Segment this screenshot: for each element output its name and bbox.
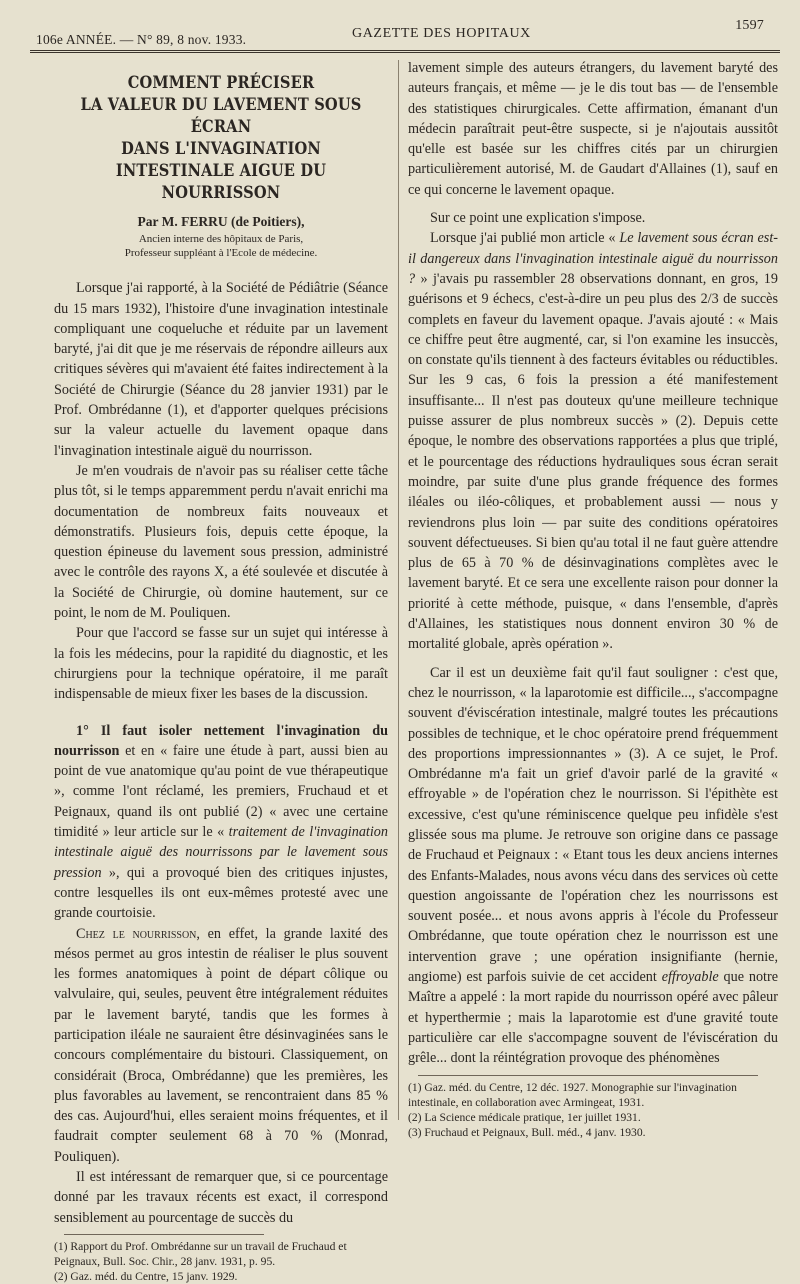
section-heading: 1° Il faut isoler nettement l'invagination du nourrisson — [54, 722, 388, 759]
footnote: (3) Fruchaud et Peignaux, Bull. méd., 4 janv. 1930. — [408, 1125, 646, 1139]
journal-title: GAZETTE DES HOPITAUX — [352, 26, 531, 41]
paragraph-text: », qui a provoqué bien des critiques injustes, contre lesquelles ils ont eux-mêmes protesté avec une grande courtoisie. — [54, 864, 388, 922]
title-line-2: LA VALEUR DU LAVEMENT SOUS ÉCRAN — [80, 95, 362, 137]
italic-title: Le lavement sous écran est-il dangereux dans l'invagination intestinale aiguë du nourrisson ? — [408, 230, 778, 287]
paragraph: Sur ce point une explication s'impose. — [430, 210, 646, 227]
title-line-4: INTESTINALE AIGUE DU NOURRISSON — [115, 161, 327, 203]
title-line-3: DANS L'INVAGINATION — [121, 139, 321, 159]
affiliation-line-1: Ancien interne des hôpitaux de Paris, — [138, 233, 304, 246]
footnotes — [408, 1080, 778, 1140]
paragraph-text: et en « faire une étude à part, aussi bien au point de vue anatomique qu'au point de vue thérapeutique », comme l'ont réclamé, les premiers, Fruchaud et et Peignaux, quand ils ont publié (2) « avec une certaine timidité » leur article sur le « — [54, 742, 388, 841]
title-line-1: COMMENT PRÉCISER — [127, 73, 315, 93]
paragraph — [408, 663, 778, 1069]
column-divider — [398, 60, 399, 1120]
italic-word: effroyable — [661, 969, 719, 986]
footnote: (1) Gaz. méd. du Centre, 12 déc. 1927. Monographie sur l'invagination intestinale, en collaboration avec Armingeat, 1931. — [408, 1080, 737, 1109]
paragraph-text: que notre Maître a appelé : la mort rapide du nourrisson opéré avec pâleur et hyperthermie ; mais la laparotomie est d'une gravité toute particulière car elle s'accompagne souvent de l'éviscération du grêle... dont la réintégration provoque des phénomènes — [408, 969, 779, 1067]
paragraph — [54, 924, 388, 1168]
issue-info: 106e ANNÉE. — N° 89, 8 nov. 1933. — [36, 32, 247, 47]
section-paragraph — [54, 721, 388, 924]
footnote: (1) Rapport du Prof. Ombrédanne sur un travail de Fruchaud et Peignaux, Bull. Soc. Chir., 28 janv. 1931, p. 95. — [54, 1239, 347, 1268]
paragraph-text: » j'avais pu rassembler 28 observations donnant, en gros, 19 guérisons et 9 échecs, c'est-à-dire un peu plus des 2/3 de succès complets en faveur du lavement opaque. J'avais ajouté : « Mais ce chiffre peut être augmenté, car, si l'on examine les insuccès, on constate qu'ils tiennent à des facteurs évitables ou réductibles. Sur les 9 cas, 6 fois la pression a été manifestement insuffisante... Il n'est pas douteux qu'une meilleure technique puisse assurer de plus nombreux succès » (2). Depuis cette époque, le nombre des observations rapportées a plus que triplé, et le pourcentage des réductions hydrauliques sous écran serait moindre, par suite d'une plus grande fréquence des formes iléales ou iléo-côliques, et probablement aussi — nous y reviendrons plus loin — par suite des conditions opératoires souvent défectueuses. Si bien qu'au total il ne faut guère attendre plus de 65 à 70 % de désinvaginations complètes avec le lavement baryté. Et ce sera une excellente raison pour donner la priorité à cette méthode, puisque, « dans l'ensemble, d'après d'Allaines, les statistiques nous donnent environ 30 % de mortalité globale, après opération ». — [408, 270, 778, 653]
footnote: (2) Gaz. méd. du Centre, 15 janv. 1929. — [54, 1269, 238, 1283]
author-line: Par M. FERRU (de Poitiers), — [137, 214, 305, 229]
affiliation-line-2: Professeur suppléant à l'Ecole de médecine. — [124, 247, 318, 260]
header-rule — [30, 50, 780, 53]
left-column — [54, 62, 388, 1284]
paragraph: Pour que l'accord se fasse sur un sujet qui intéresse à la fois les médecins, pour la rapidité du diagnostic, et les chirurgiens pour la technique opératoire, il me paraît indispensable de mieux fixer les bases de la discussion. — [54, 625, 388, 703]
footnote-rule — [418, 1075, 758, 1076]
running-head — [36, 18, 776, 47]
right-column — [408, 58, 778, 1140]
paragraph — [408, 228, 778, 654]
footnote: (2) La Science médicale pratique, 1er juillet 1931. — [408, 1110, 641, 1124]
paragraph: lavement simple des auteurs étrangers, du lavement baryté des auteurs français, et même — je le dis tout bas — de l'ensemble des statistiques chirurgicales. Cette affirmation, émanant d'un médecin paraîtrait peut-être suspecte, si je n'ajoutais aussitôt qu'elle est basée sur les chiffres cités par un chirurgien particulièrement autorisé, M. de Gaudart d'Allaines (1), sauf en ce qui concerne le lavement opaque. — [408, 60, 778, 198]
paragraph: Il est intéressant de remarquer que, si ce pourcentage donné par les travaux récents est exact, il correspond sensiblement au pourcentage de succès du — [54, 1169, 388, 1226]
small-caps-lead: Chez le nourrisson, — [76, 925, 200, 942]
footnotes — [54, 1239, 388, 1284]
paragraph-text: Car il est un deuxième fait qu'il faut souligner : c'est que, chez le nourrisson, « la laparotomie est difficile..., s'accompagne souvent d'éviscération intestinale, malgré toutes les précautions possibles de technique, et le choc opératoire prend fréquemment des proportions impressionnantes » (3). A ce sujet, le Prof. Ombrédanne m'a fait un grief d'avoir parlé de la gravité « effroyable » de l'opération chez le nourrisson. Si l'épithète est excessive, c'est qu'une réminiscence quelque peu infidèle s'est glissée sous ma plume. Je retrouve son origine dans ce passage de Fruchaud et Peignaux : « Etant tous les deux anciens internes des Enfants-Malades, nous avons vécu dans des services où cette question angoissante de l'opération chez les nourrissons est souvent posée... et nous avons appris à l'école du Professeur Ombrédanne, que toute opération chez le nourrisson est une intervention grave ; une opération insignifiante (hernie, angiome) est parfois suivie de cet accident — [408, 664, 778, 986]
article-title — [77, 72, 364, 204]
italic-title: traitement de l'invagination intestinale aiguë des nourrissons par le lavement sous pression — [54, 824, 388, 881]
paragraph-text: Lorsque j'ai publié mon article « — [430, 230, 620, 247]
footnote-rule — [64, 1234, 264, 1235]
paragraph: Lorsque j'ai rapporté, à la Société de Pédiâtrie (Séance du 15 mars 1932), l'histoire d'une invagination intestinale compliquant une coqueluche et réduite par un lavement baryté, j'ai dit que je me réservais de répondre ailleurs aux critiques sévères qui m'avaient été faites indirectement à la Société de Chirurgie (Séance du 28 janvier 1931) par le Prof. Ombrédanne (1), et d'apporter quelques précisions sur la valeur actuelle du lavement opaque dans l'invagination intestinale aiguë du nourrisson. — [54, 280, 388, 459]
paragraph-text: en effet, la grande laxité des mésos permet au gros intestin de réaliser le plus souvent les formes anatomiques à point de départ côlique ou valvulaire, qui, seules, peuvent être intégralement réduites par le lavement baryté, tandis que les formes à participation iléale ne sauraient être désinvaginées sans le concours complémentaire du bistouri. Classiquement, on considérait (Broca, Ombrédanne) que les premières, les plus favorables au lavement, se rencontraient dans 85 % des cas. Aujourd'hui, elles seraient moins fréquentes, et il faudrait compter seulement 68 à 70 % (Monrad, Pouliquen). — [54, 925, 388, 1165]
page-number: 1597 — [735, 18, 764, 33]
paragraph: Je m'en voudrais de n'avoir pas su réaliser cette tâche plus tôt, si le temps apparemment perdu n'avait enrichi ma documentation de nombreux faits nouveaux et démonstratifs. Plusieurs fois, depuis cette époque, la question épineuse du lavement sous pression, administré avec le contrôle des rayons X, a été soulevée et discutée à la Société de Chirurgie, où domine hautement, sur ce point, le nom de M. Pouliquen. — [54, 462, 388, 622]
